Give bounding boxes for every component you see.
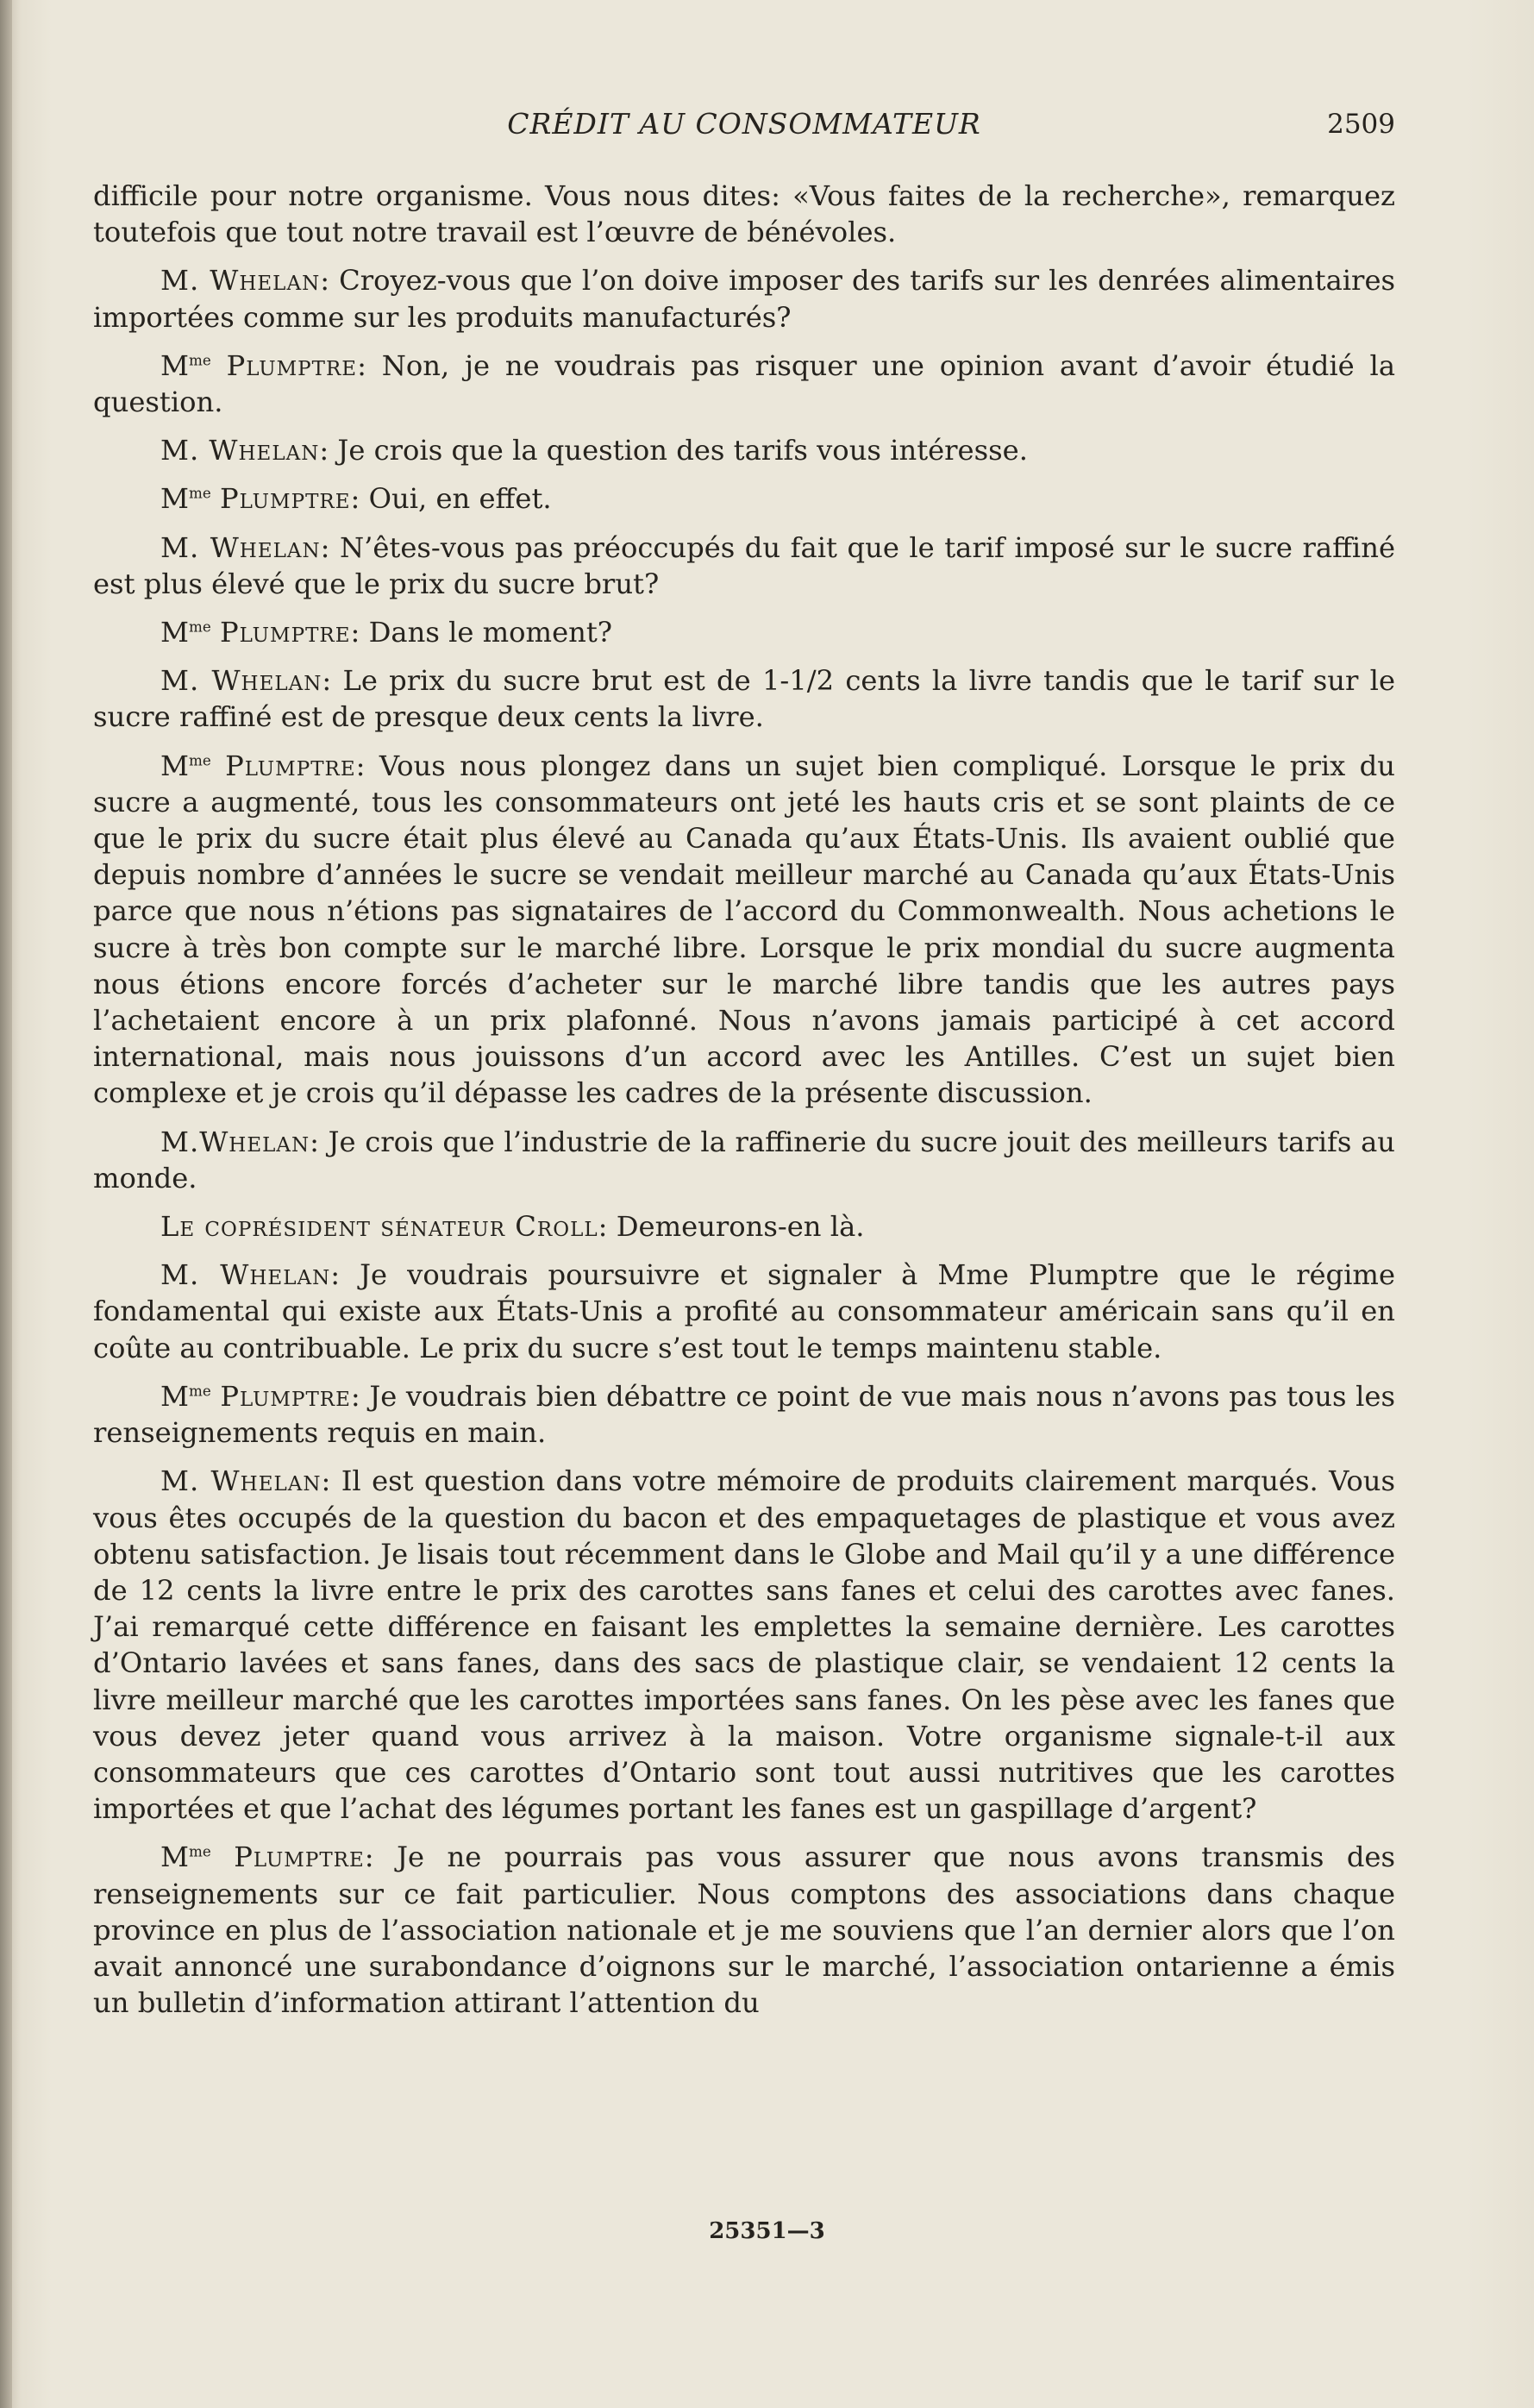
- honorific-superscript: me: [188, 484, 211, 502]
- paragraph-text: : Le prix du sucre brut est de 1-1/2 cents la livre tandis que le tarif sur le sucre raffiné est de presque deux cents la livre.: [93, 664, 1396, 734]
- running-title: CRÉDIT AU CONSOMMATEUR: [507, 107, 981, 141]
- speaker-name: Plumptre: [225, 749, 356, 782]
- honorific-superscript: me: [188, 750, 211, 768]
- speaker-name: Plumptre: [220, 1379, 351, 1413]
- page-header: [93, 107, 1395, 150]
- page-number: 2509: [1327, 109, 1395, 140]
- paragraph-text: : Je crois que l’industrie de la raffinerie du sucre jouit des meilleurs tarifs au monde.: [93, 1125, 1395, 1195]
- paragraph: [93, 1257, 1395, 1366]
- speaker-name: Plumptre: [219, 616, 351, 649]
- honorific-superscript: me: [188, 618, 211, 636]
- transcript-body: [93, 178, 1395, 2033]
- paragraph-text: : Je ne pourrais pas vous assurer que nous avons transmis des renseignements sur ce fait particulier. Nous comptons des associations dans chaque province en plus de l’association nationale et je me souviens que l’an dernier alors que l’on avait annoncé une surabondance d’oignons sur le marché, l’association ontarienne a émis un bulletin d’information attirant l’attention du: [93, 1840, 1396, 2020]
- paragraph: [93, 178, 1395, 250]
- paragraph-text: : Oui, en effet.: [350, 482, 552, 516]
- paragraph: $M^{me}$ Plumptre: Vous nous plongez dans un sujet bien compliqué. Lorsque le prix du sucre a augmenté, tous les consommateurs ont jeté les hauts cris et se sont plaints de ce que le prix du sucre était plus élevé au Canada qu’aux États-Unis. Ils avaient oublié que depuis nombre d’années le sucre se vendait meilleur marché au Canada qu’aux États-Unis parce que nous n’étions pas signataires de l’accord du Commonwealth. Nous achetions le sucre à très bon compte sur le marché libre. Lorsque le prix mondial du sucre augmenta nous étions encore forcés d’acheter sur le marché libre tandis que les autres pays l’achetaient encore à un prix plafonné. Nous n’avons jamais participé à cet accord international, mais nous jouissons d’un accord avec les Antilles. C’est un sujet bien complexe et je crois qu’il dépasse les cadres de la présente discussion.: [93, 749, 1396, 1110]
- paragraph: $M^{me}$ Plumptre: Je ne pourrais pas vous assurer que nous avons transmis des renseignements sur ce fait particulier. Nous comptons des associations dans chaque province en plus de l’association nationale et je me souviens que l’an dernier alors que l’on avait annoncé une surabondance d’oignons sur le marché, l’association ontarienne a émis un bulletin d’information attirant l’attention du: [93, 1840, 1396, 2020]
- paragraph: $M^{me}$ Plumptre: Non, je ne voudrais pas risquer une opinion avant d’avoir étudié la question.: [93, 348, 1396, 419]
- paragraph-text: : Je voudrais bien débattre ce point de vue mais nous n’avons pas tous les renseignements requis en main.: [93, 1379, 1396, 1450]
- speaker-name: M.Whelan: [160, 1125, 310, 1158]
- speaker-name: M. Whelan: [160, 1464, 322, 1498]
- speaker-name: M. Whelan: [160, 664, 322, 698]
- paragraph-text: : Il est question dans votre mémoire de produits clairement marqués. Vous vous êtes occupés de la question du bacon et des empaquetages de plastique et vous avez obtenu satisfaction. Je lisais tout récemment dans le Globe and Mail qu’il y a une différence de 12 cents la livre entre le prix des carottes sans fanes et celui des carottes avec fanes. J’ai remarqué cette différence en faisant les emplettes la semaine dernière. Les carottes d’Ontario lavées et sans fanes, dans des sacs de plastique clair, se vendaient 12 cents la livre meilleur marché que les carottes importées sans fanes. On les pèse avec les fanes que vous devez jeter quand vous arrivez à la maison. Votre organisme signale-t-il aux consommateurs que ces carottes d’Ontario sont tout aussi nutritives que les carottes importées et que l’achat des légumes portant les fanes est un gaspillage d’argent?: [93, 1464, 1396, 1826]
- paragraph-text: : Je voudrais poursuivre et signaler à Mme Plumptre que le régime fondamental qui existe aux États-Unis a profité au consommateur américain sans qu’il en coûte au contribuable. Le prix du sucre s’est tout le temps maintenu stable.: [93, 1258, 1396, 1364]
- speaker-name: Le coprésident sénateur Croll: [160, 1210, 598, 1244]
- signature-code: 25351—3: [709, 2218, 825, 2244]
- paragraph: [93, 262, 1395, 335]
- speaker-name: Plumptre: [234, 1840, 365, 1874]
- speaker-name: M. Whelan: [160, 1258, 331, 1292]
- paragraph: [93, 1463, 1395, 1827]
- paragraph-text: : Vous nous plongez dans un sujet bien compliqué. Lorsque le prix du sucre a augmenté, tous les consommateurs ont jeté les hauts cris et se sont plaints de ce que le prix du sucre était plus élevé au Canada qu’aux États-Unis. Ils avaient oublié que depuis nombre d’années le sucre se vendait meilleur marché au Canada qu’aux États-Unis parce que nous n’étions pas signataires de l’accord du Commonwealth. Nous achetions le sucre à très bon compte sur le marché libre. Lorsque le prix mondial du sucre augmenta nous étions encore forcés d’acheter sur le marché libre tandis que les autres pays l’achetaient encore à un prix plafonné. Nous n’avons jamais participé à cet accord international, mais nous jouissons d’un accord avec les Antilles. C’est un sujet bien complexe et je crois qu’il dépasse les cadres de la présente discussion.: [93, 749, 1396, 1110]
- paragraph-text: : Non, je ne voudrais pas risquer une opinion avant d’avoir étudié la question.: [93, 348, 1396, 419]
- book-spine-edge: [0, 0, 12, 2408]
- paragraph: $M^{me}$ Plumptre: Je voudrais bien débattre ce point de vue mais nous n’avons pas tous les renseignements requis en main.: [93, 1379, 1396, 1450]
- speaker-name: M. Whelan: [160, 530, 321, 564]
- paragraph: [93, 1124, 1395, 1196]
- paragraph: [93, 432, 1395, 468]
- paragraph: $M^{me}$ Plumptre: Oui, en effet.: [160, 482, 552, 516]
- speaker-name: Plumptre: [219, 482, 351, 516]
- honorific-superscript: me: [188, 1842, 211, 1860]
- paragraph: $M^{me}$ Plumptre: Dans le moment?: [160, 616, 613, 649]
- paragraph: [93, 530, 1395, 602]
- paragraph-text: : Dans le moment?: [350, 616, 613, 649]
- honorific-superscript: me: [188, 351, 211, 369]
- speaker-name: M. Whelan: [160, 434, 320, 467]
- speaker-name: M. Whelan: [160, 264, 321, 298]
- paragraph-text: : Demeurons-en là.: [598, 1210, 865, 1244]
- paragraph-text: : Je crois que la question des tarifs vous intéresse.: [319, 434, 1028, 467]
- paragraph-text: : Croyez-vous que l’on doive imposer des tarifs sur les denrées alimentaires importées comme sur les produits manufacturés?: [93, 264, 1396, 334]
- paragraph: [93, 662, 1395, 735]
- honorific-superscript: me: [188, 1382, 211, 1400]
- paragraph: [93, 1208, 1395, 1245]
- paragraph-text: difficile pour notre organisme. Vous nous dites: «Vous faites de la recherche», remarquez toutefois que tout notre travail est l’œuvre de bénévoles.: [93, 179, 1395, 249]
- paragraph-text: : N’êtes-vous pas préoccupés du fait que le tarif imposé sur le sucre raffiné est plus élevé que le prix du sucre brut?: [93, 530, 1396, 600]
- speaker-name: Plumptre: [226, 348, 358, 382]
